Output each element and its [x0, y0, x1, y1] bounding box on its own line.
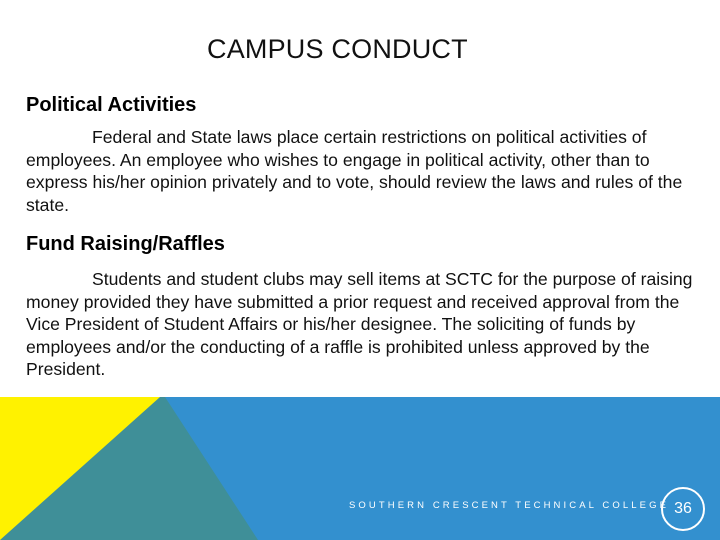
slide-title: CAMPUS CONDUCT: [207, 34, 468, 64]
section-body-political-activities: Federal and State laws place certain restrictions on political activities of employees. An employee who wishes to engage in political activity, other than to express his/her opinion privately and to vote, should review the laws and rules of the state.: [26, 127, 683, 215]
section-heading-fund-raising: Fund Raising/Raffles: [26, 233, 225, 255]
section-body-fund-raising: Students and student clubs may sell items at SCTC for the purpose of raising money provided they have submitted a prior request and received approval from the Vice President of Student Affairs or his/her designee. The soliciting of funds by employees and/or the conducting of a raffle is prohibited unless approved by the President.: [26, 269, 693, 379]
page-number-badge: 36: [661, 487, 705, 531]
decorative-background: [0, 397, 720, 540]
section-heading-political-activities: Political Activities: [26, 94, 197, 116]
footer-college-name: SOUTHERN CRESCENT TECHNICAL COLLEGE: [349, 500, 670, 511]
